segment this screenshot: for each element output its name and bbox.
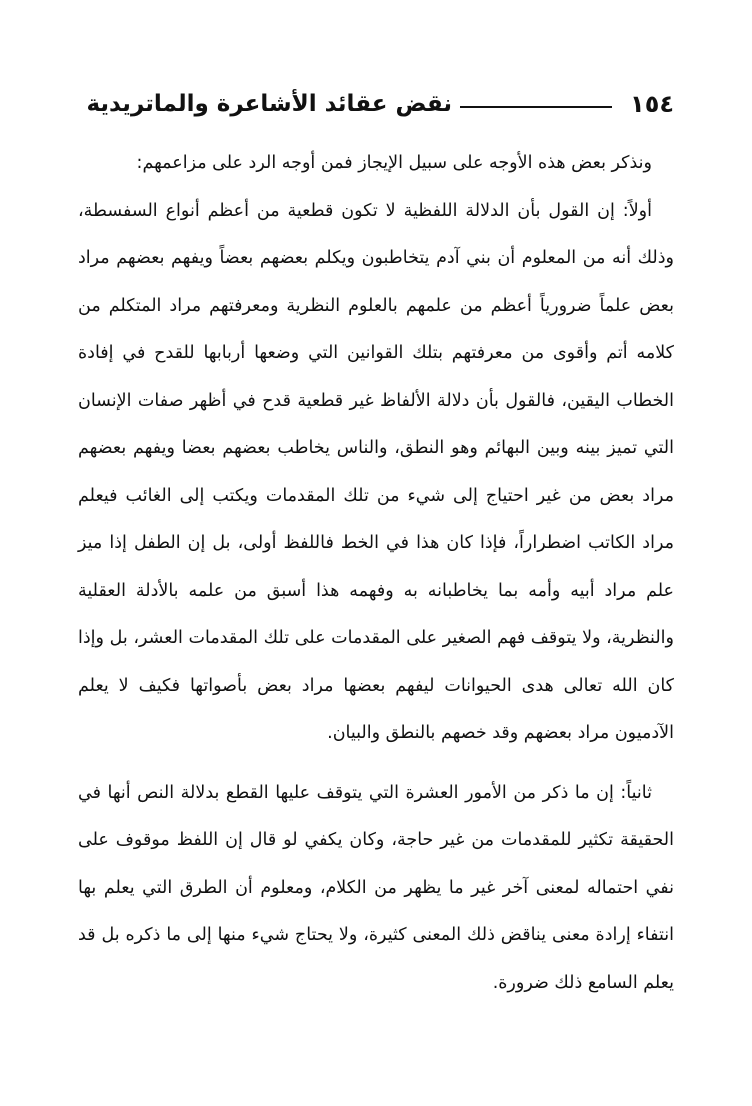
first-point-paragraph: أولاً: إن القول بأن الدلالة اللفظية لا تكون قطعية من أعظم أنواع السفسطة، وذلك أنه من المعلوم أن بني آدم يتخاطبون ويكلم بعضهم بعضاً ويفهم بعضهم مراد بعض علماً ضرورياً أعظم من علمهم بالعلوم النظرية ومعرفتهم مراد المتكلم من كلامه أتم وأقوى من معرفتهم بتلك القوانين التي وضعها أربابها للقدح في إفادة الخطاب اليقين، فالقول بأن دلالة الألفاظ غير قطعية قدح في أظهر صفات الإنسان التي تميز بينه وبين البهائم وهو النطق، والناس يخاطب بعضهم بعضا ويفهم بعضهم مراد بعض من غير احتياج إلى شيء من تلك المقدمات ويكتب إلى الغائب فيعلم مراد الكاتب اضطراراً، فإذا كان هذا في الخط فاللفظ أولى، بل إن الطفل إذا ميز علم مراد أبيه وأمه بما يخاطبانه به وفهمه هذا أسبق من علمه بالأدلة العقلية والنظرية، ولا يتوقف فهم الصغير على المقدمات على تلك المقدمات العشر، بل وإذا كان الله تعالى هدى الحيوانات ليفهم بعضها مراد بعض بأصواتها فكيف لا يعلم الآدميون مراد بعضهم وقد خصهم بالنطق والبيان. xyxy=(78,200,674,743)
book-title: نقض عقائد الأشاعرة والماتريدية xyxy=(86,91,453,117)
intro-paragraph: ونذكر بعض هذه الأوجه على سبيل الإيجاز فمن أوجه الرد على مزاعمهم: xyxy=(136,153,652,173)
second-point-paragraph: ثانياً: إن ما ذكر من الأمور العشرة التي يتوقف عليها القطع بدلالة النص أنها في الحقيقة تكثير للمقدمات من غير حاجة، وكان يكفي لو قال إن اللفظ موقوف على نفي احتماله لمعنى آخر غير ما يظهر من الكلام، ومعلوم أن الطرق التي يعلم بها انتفاء إرادة معنى يناقض ذلك المعنى كثيرة، ولا يحتاج شيء منها إلى ما ذكره بل قد يعلم السامع ذلك ضرورة. xyxy=(78,782,674,993)
header-rule xyxy=(460,106,612,108)
running-header xyxy=(78,84,674,124)
page-number: ١٥٤ xyxy=(630,90,674,118)
page-body xyxy=(78,140,674,1007)
